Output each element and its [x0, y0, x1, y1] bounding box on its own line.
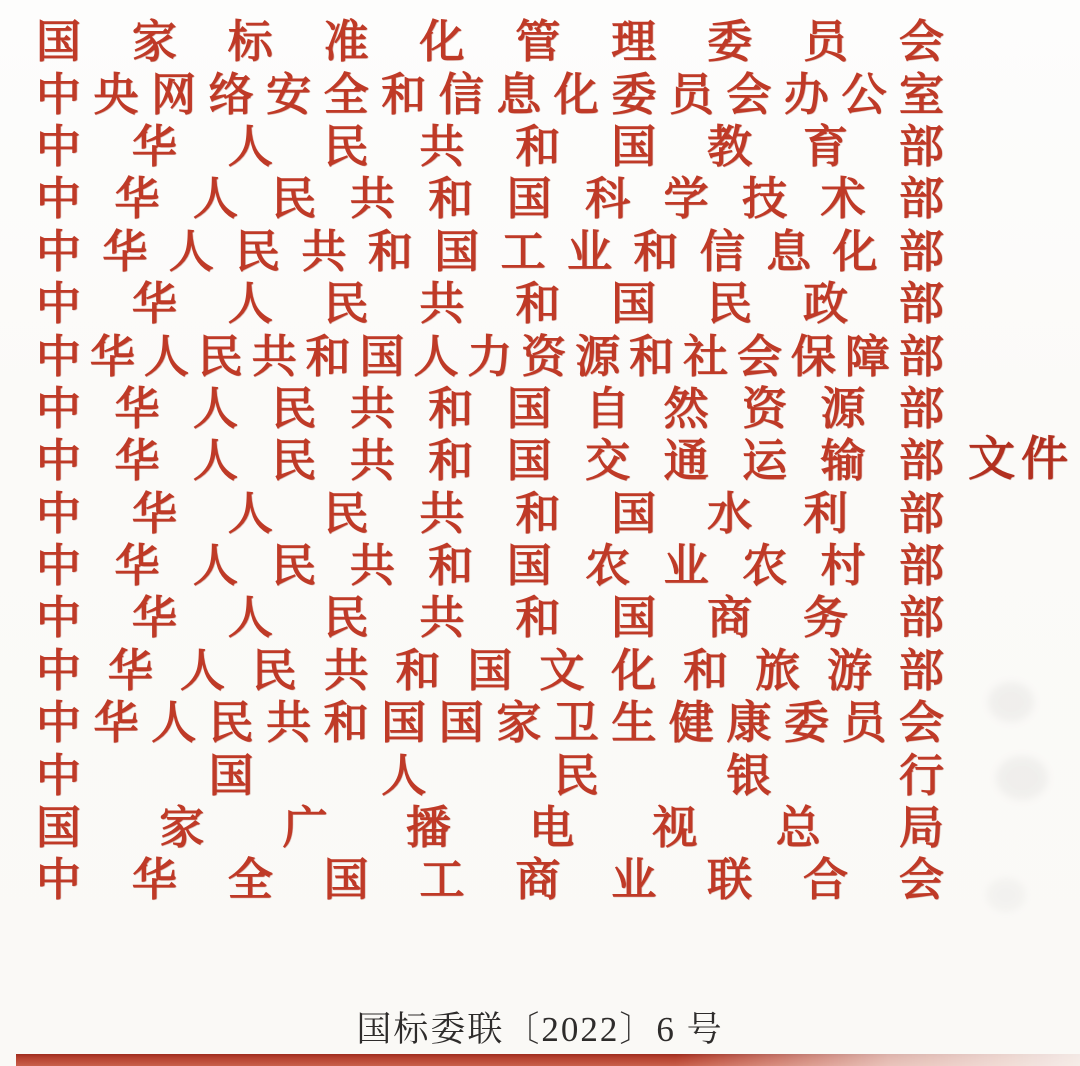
- scan-smudge: [996, 756, 1048, 800]
- issuer-line-industry-it-ministry: 中 华 人 民 共 和 国 工 业 和 信 息 化 部: [36, 226, 944, 277]
- issuing-agencies-block: [36, 16, 944, 907]
- issuer-line-education-ministry: 中 华 人 民 共 和 国 教 育 部: [36, 121, 944, 172]
- issuer-line-natural-resources-ministry: 中 华 人 民 共 和 国 自 然 资 源 部: [36, 383, 944, 434]
- scan-smudge: [988, 682, 1034, 722]
- document-type-label: 文 件: [968, 434, 1068, 486]
- issuer-line-civil-affairs-ministry: 中 华 人 民 共 和 国 民 政 部: [36, 279, 944, 330]
- issuer-line-industry-commerce-federation: 中 华 全 国 工 商 业 联 合 会: [36, 855, 944, 906]
- issuer-line-human-resources-ministry: 中 华 人 民 共 和 国 人 力 资 源 和 社 会 保 障 部: [36, 331, 944, 382]
- issuer-line-commerce-ministry: 中 华 人 民 共 和 国 商 务 部: [36, 593, 944, 644]
- issuer-line-water-resources-ministry: 中 华 人 民 共 和 国 水 利 部: [36, 488, 944, 539]
- scan-smudge: [986, 878, 1026, 912]
- issuer-line-transport-ministry: 中 华 人 民 共 和 国 交 通 运 输 部: [36, 436, 944, 487]
- issuer-line-health-commission: 中 华 人 民 共 和 国 国 家 卫 生 健 康 委 员 会: [36, 698, 944, 749]
- issuer-line-science-tech-ministry: 中 华 人 民 共 和 国 科 学 技 术 部: [36, 174, 944, 225]
- issuer-line-radio-tv-admin: 国 家 广 播 电 视 总 局: [36, 803, 944, 854]
- issuer-line-standardization-admin: 国 家 标 准 化 管 理 委 员 会: [36, 17, 944, 68]
- issuer-line-cyberspace-office: 中 央 网 络 安 全 和 信 息 化 委 员 会 办 公 室: [36, 69, 944, 120]
- document-reference-number: 国标委联〔2022〕6 号: [356, 1010, 724, 1049]
- red-header-divider-line: [16, 1054, 1080, 1066]
- issuer-line-agriculture-ministry: 中 华 人 民 共 和 国 农 业 农 村 部: [36, 541, 944, 592]
- issuer-line-culture-tourism-ministry: 中 华 人 民 共 和 国 文 化 和 旅 游 部: [36, 645, 944, 696]
- issuer-line-peoples-bank: 中 国 人 民 银 行: [36, 750, 944, 801]
